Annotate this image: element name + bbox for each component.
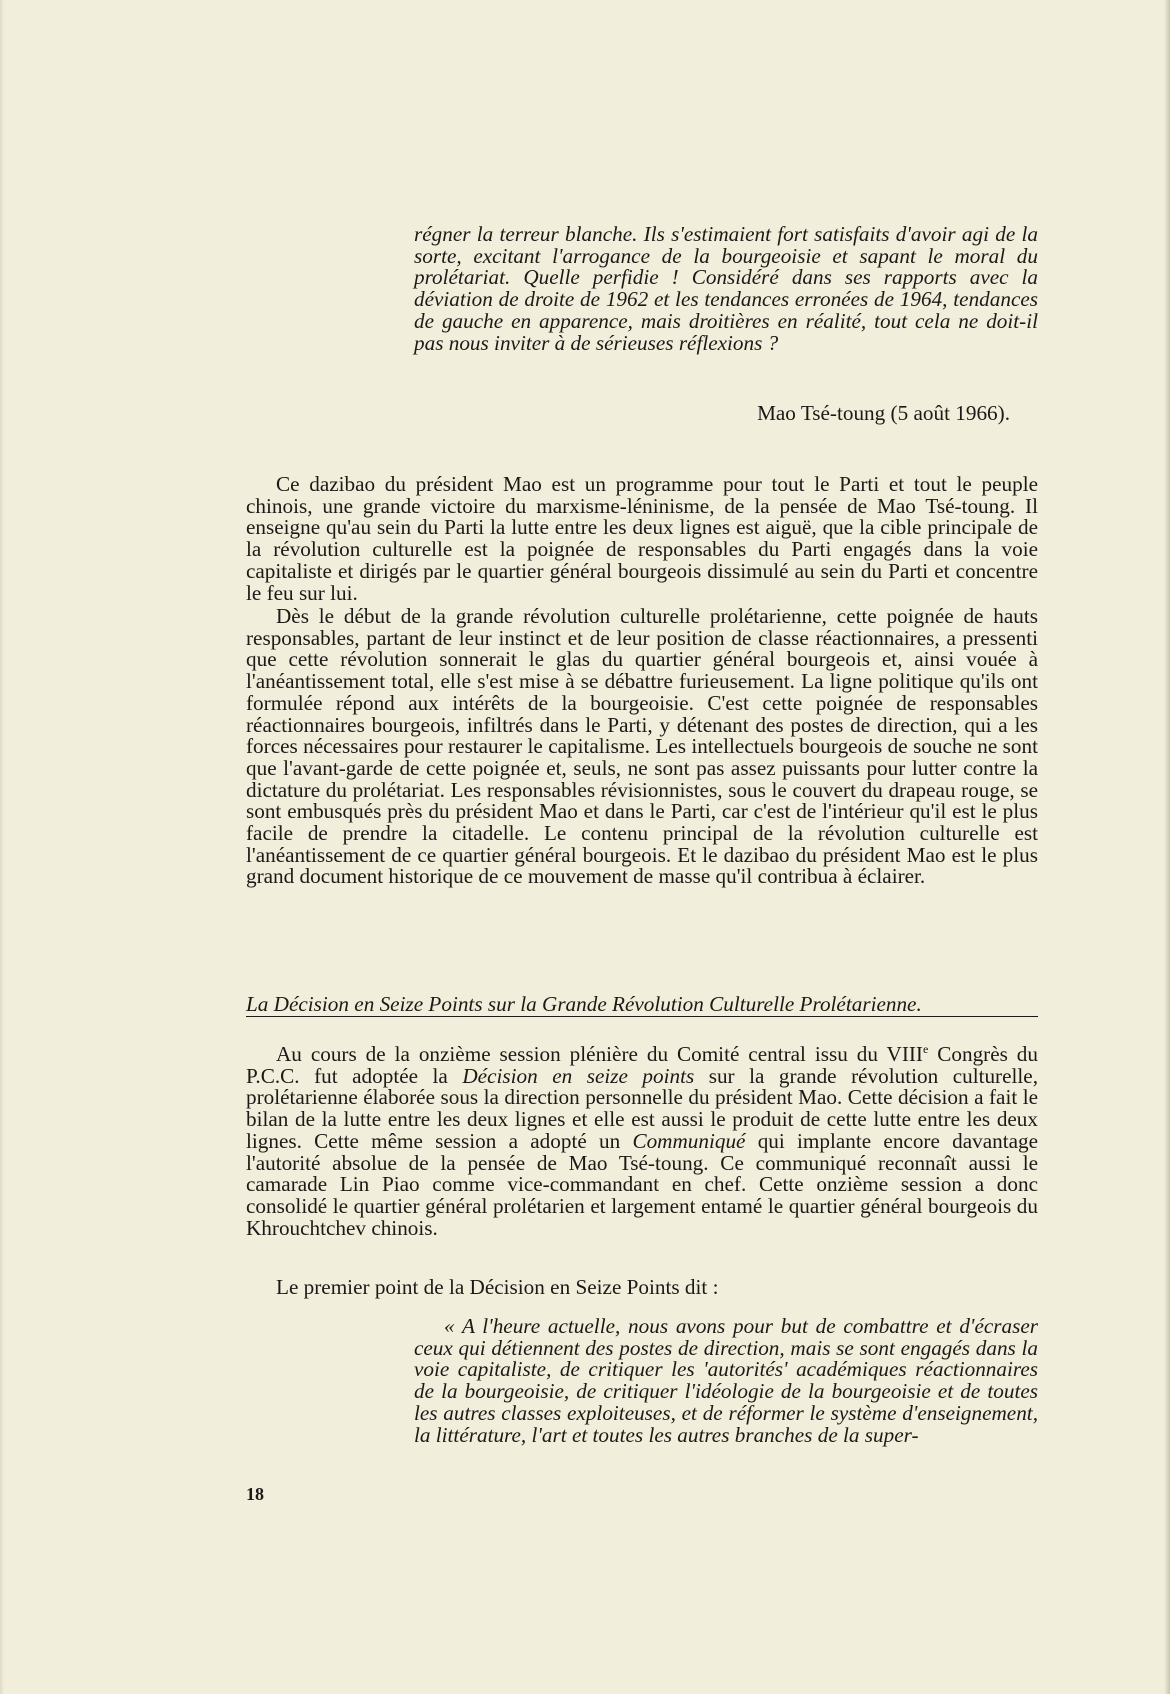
section-paragraph-2: Le premier point de la Décision en Seize Points dit : xyxy=(276,1275,719,1299)
decision-quote: « A l'heure actuelle, nous avons pour but de combattre et d'écraser ceux qui détiennent des postes de direction, mais se sont engagés dans la voie capitaliste, de critiquer les 'autorités' académiques réactionnaires de la bourgeoisie, de critiquer l'idéologie de la bourgeoisie et de toutes les autres classes exploiteuses, et de réformer le système d'enseignement, la littérature, l'art et toutes les autres branches de la super- xyxy=(414,1314,1038,1447)
superscript: e xyxy=(922,1041,929,1056)
page-edge-shadow-left xyxy=(0,0,4,1694)
section-title: La Décision en Seize Points sur la Grande Révolution Culturelle Prolétarienne. xyxy=(246,993,1038,1017)
opening-quote: régner la terreur blanche. Ils s'estimaient fort satisfaits d'avoir agi de la sorte, excitant l'arrogance de la bourgeoisie et sapant le moral du prolétariat. Quelle perfidie ! Considéré dans ses rapports avec la déviation de droite de 1962 et les tendances erronées de 1964, tendances de gauche en apparence, mais droitières en réalité, tout cela ne doit-il pas nous inviter à de sérieuses réflexions ? xyxy=(414,222,1038,355)
emphasis-decision: Décision en seize points xyxy=(462,1063,695,1088)
body-paragraph-2: Dès le début de la grande révolution culturelle prolétarienne, cette poignée de hauts responsables, partant de leur instinct et de leur position de classe réactionnaires, a pressenti que cette révolution sonnerait le glas du quartier général bourgeois et, ainsi vouée à l'anéantissement total, elle s'est mise à se débattre furieusement. La ligne politique qu'ils ont formulée répond aux intérêts de la bourgeoisie. C'est cette poignée de responsables réactionnaires bourgeois, infiltrés dans le Parti, y détenant des postes de direction, qui a les forces nécessaires pour restaurer le capitalisme. Les intellectuels bourgeois de souche ne sont que l'avant-garde de cette poignée et, seuls, ne sont pas assez puissants pour lutter contre la dictature du prolétariat. Les responsables révisionnistes, sous le couvert du drapeau rouge, se sont embusqués près du président Mao et dans le Parti, car c'est de l'intérieur qu'il est le plus facile de prendre la citadelle. Le contenu principal de la révolution culturelle est l'anéantissement de ce quartier général bourgeois. Et le dazibao du président Mao est le plus grand document historique de ce mouvement de masse qu'il contribua à éclairer. xyxy=(246,604,1038,889)
quote-signature: Mao Tsé-toung (5 août 1966). xyxy=(757,401,1010,425)
emphasis-communique: Communiqué xyxy=(632,1128,746,1153)
page-edge-shadow-right xyxy=(1164,0,1170,1694)
body-paragraph-1: Ce dazibao du président Mao est un programme pour tout le Parti et tout le peuple chinois, une grande victoire du marxisme-léninisme, de la pensée de Mao Tsé-toung. Il enseigne qu'au sein du Parti la lutte entre les deux lignes est aiguë, que la cible principale de la révolution culturelle est la poignée de responsables du Parti engagés dans la voie capitaliste et dirigés par le quartier général bourgeois dissimulé au sein du Parti et concentre le feu sur lui. xyxy=(246,472,1038,605)
section-paragraph-1: Au cours de la onzième session plénière du Comité central issu du VIIIe Congrès du P.C.C. fut adoptée la Décision en seize points sur la grande révolution culturelle, prolétarienne élaborée sous la direction personnelle du président Mao. Cette décision a fait le bilan de la lutte entre les deux lignes et elle est aussi le produit de cette lutte entre les deux lignes. Cette même session a adopté un Communiqué qui implante encore davantage l'autorité absolue de la pensée de Mao Tsé-toung. Ce communiqué reconnaît aussi le camarade Lin Piao comme vice-commandant en chef. Cette onzième session a donc consolidé le quartier général prolétarien et largement entamé le quartier général bourgeois du Khrouchtchev chinois. xyxy=(246,1041,1039,1240)
page-number: 18 xyxy=(246,1484,264,1504)
